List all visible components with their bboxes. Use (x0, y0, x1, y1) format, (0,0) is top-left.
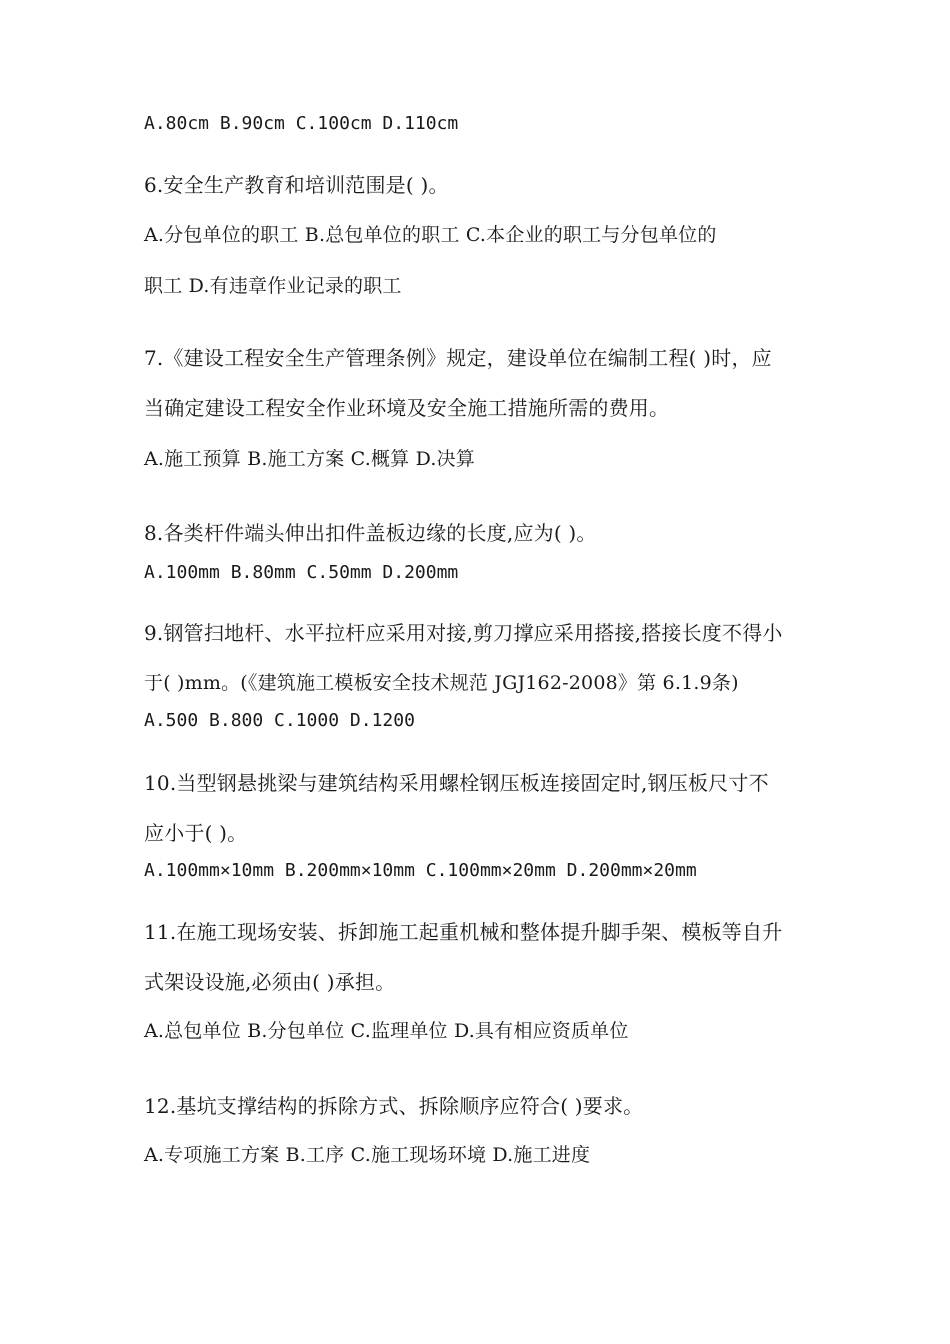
q9-stem-line2: 于( )mm。(《建筑施工模板安全技术规范 JGJ162-2008》第 6.1.9条) (144, 672, 739, 694)
q7-stem-line1: 7.《建设工程安全生产管理条例》规定，建设单位在编制工程( )时，应 (144, 346, 772, 370)
q8-options: A.100mm B.80mm C.50mm D.200mm (144, 562, 459, 583)
q8-stem: 8.各类杆件端头伸出扣件盖板边缘的长度,应为( )。 (144, 521, 597, 545)
q7-stem-line2: 当确定建设工程安全作业环境及安全施工措施所需的费用。 (144, 396, 670, 420)
q6-options-line1: A.分包单位的职工 B.总包单位的职工 C.本企业的职工与分包单位的 (144, 224, 717, 246)
q9-options: A.500 B.800 C.1000 D.1200 (144, 710, 415, 731)
q7-options: A.施工预算 B.施工方案 C.概算 D.决算 (144, 448, 475, 470)
q10-options: A.100mm×10mm B.200mm×10mm C.100mm×20mm D.200mm×20mm (144, 860, 697, 881)
q9-stem-line1: 9.钢管扫地杆、水平拉杆应采用对接,剪刀撑应采用搭接,搭接长度不得小 (144, 621, 783, 645)
q6-options-line2: 职工 D.有违章作业记录的职工 (144, 275, 402, 297)
q5-options: A.80cm B.90cm C.100cm D.110cm (144, 113, 459, 134)
q12-options: A.专项施工方案 B.工序 C.施工现场环境 D.施工进度 (144, 1144, 591, 1166)
q6-stem: 6.安全生产教育和培训范围是( )。 (144, 173, 449, 197)
q11-stem-line2: 式架设设施,必须由( )承担。 (144, 970, 396, 994)
q12-stem: 12.基坑支撑结构的拆除方式、拆除顺序应符合( )要求。 (144, 1094, 644, 1118)
q11-stem-line1: 11.在施工现场安装、拆卸施工起重机械和整体提升脚手架、模板等自升 (144, 920, 783, 944)
q10-stem-line1: 10.当型钢悬挑梁与建筑结构采用螺栓钢压板连接固定时,钢压板尺寸不 (144, 771, 769, 795)
q11-options: A.总包单位 B.分包单位 C.监理单位 D.具有相应资质单位 (144, 1020, 629, 1042)
q10-stem-line2: 应小于( )。 (144, 821, 248, 845)
